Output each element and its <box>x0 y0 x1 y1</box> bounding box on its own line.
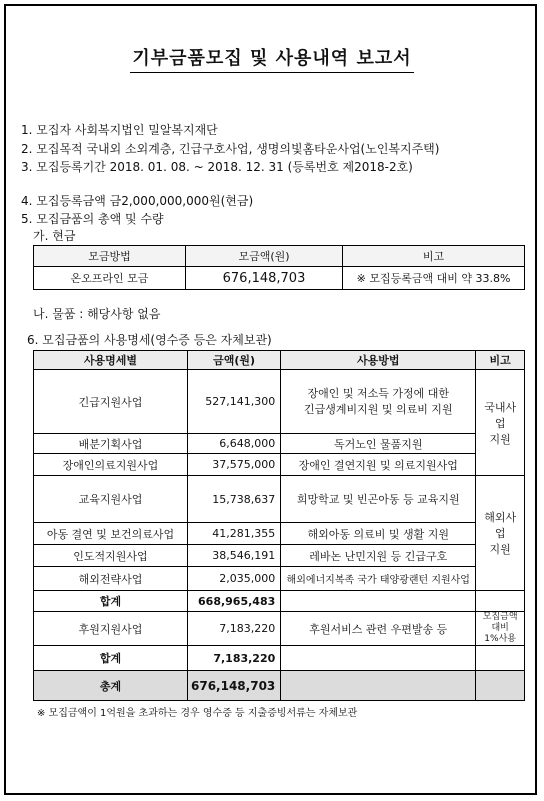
usage-item: 아동 결연 및 보건의료사업 <box>34 523 188 545</box>
usage-method: 독거노인 물품지원 <box>281 434 476 454</box>
cash-method: 온오프라인 모금 <box>34 267 186 290</box>
usage-amount: 2,035,000 <box>188 567 281 591</box>
grand-total-amount: 676,148,703 <box>188 671 281 701</box>
footnote: ※ 모집금액이 1억원을 초과하는 경우 영수증 등 지출증빙서류는 자체보관 <box>37 708 358 719</box>
usage-amount: 15,738,637 <box>188 476 281 523</box>
page-title: 기부금품모집 및 사용내역 보고서 <box>0 44 544 73</box>
usage-item: 후원지원사업 <box>34 612 188 646</box>
usage-header: 사용방법 <box>281 351 476 370</box>
usage-amount: 6,648,000 <box>188 434 281 454</box>
subtotal-label: 합계 <box>34 646 188 671</box>
cash-remark: ※ 모집등록금액 대비 약 33.8% <box>343 267 525 290</box>
usage-amount: 7,183,220 <box>188 612 281 646</box>
usage-method: 후원서비스 관련 우편발송 등 <box>281 612 476 646</box>
cash-amount: 676,148,703 <box>186 267 343 290</box>
item-1: 1. 모집자 사회복지법인 밀알복지재단 <box>21 123 218 137</box>
usage-method: 해외에너지복족 국가 태양광랜턴 지원사업 <box>281 567 476 591</box>
usage-method: 레바논 난민지원 등 긴급구호 <box>281 545 476 567</box>
item-2: 2. 모집목적 국내외 소외계층, 긴급구호사업, 생명의빛홈타운사업(노인복지주택) <box>21 142 440 156</box>
usage-item: 배분기획사업 <box>34 434 188 454</box>
usage-method: 해외아동 의료비 및 생활 지원 <box>281 523 476 545</box>
subtotal-label: 합계 <box>34 591 188 612</box>
usage-header: 사용명세별 <box>34 351 188 370</box>
usage-item: 긴급지원사업 <box>34 370 188 434</box>
grand-total-label: 총계 <box>34 671 188 701</box>
cash-header: 비고 <box>343 246 525 267</box>
usage-label: 6. 모집금품의 사용명세(영수증 등은 자체보관) <box>27 333 272 347</box>
cash-table <box>33 245 525 290</box>
usage-amount: 38,546,191 <box>188 545 281 567</box>
usage-item: 해외전략사업 <box>34 567 188 591</box>
usage-header: 금액(원) <box>188 351 281 370</box>
usage-method: 장애인 및 저소득 가정에 대한 긴급생계비지원 및 의료비 지원 <box>281 370 476 434</box>
usage-amount: 41,281,355 <box>188 523 281 545</box>
usage-item: 교육지원사업 <box>34 476 188 523</box>
subtotal-amount: 7,183,220 <box>188 646 281 671</box>
remark-domestic: 국내사업 지원 <box>476 370 525 476</box>
subtotal-amount: 668,965,483 <box>188 591 281 612</box>
usage-table <box>33 350 525 701</box>
usage-amount: 527,141,300 <box>188 370 281 434</box>
item-3: 3. 모집등록기간 2018. 01. 08. ~ 2018. 12. 31 (등록번호 제2018-2호) <box>21 160 413 174</box>
usage-item: 장애인의료지원사업 <box>34 454 188 476</box>
cash-header: 모금방법 <box>34 246 186 267</box>
usage-item: 인도적지원사업 <box>34 545 188 567</box>
usage-method: 희망학교 및 빈곤아동 등 교육지원 <box>281 476 476 523</box>
cash-header: 모금액(원) <box>186 246 343 267</box>
goods-note: 나. 물품 : 해당사항 없음 <box>33 307 161 321</box>
remark-overseas: 해외사업 지원 <box>476 476 525 591</box>
remark-support: 모집금액 대비 1%사용 <box>476 612 525 646</box>
usage-header: 비고 <box>476 351 525 370</box>
usage-amount: 37,575,000 <box>188 454 281 476</box>
item-5: 5. 모집금품의 총액 및 수량 <box>21 212 164 226</box>
usage-method: 장애인 결연지원 및 의료지원사업 <box>281 454 476 476</box>
cash-label: 가. 현금 <box>33 229 76 243</box>
item-4: 4. 모집등록금액 금2,000,000,000원(현금) <box>21 194 254 208</box>
